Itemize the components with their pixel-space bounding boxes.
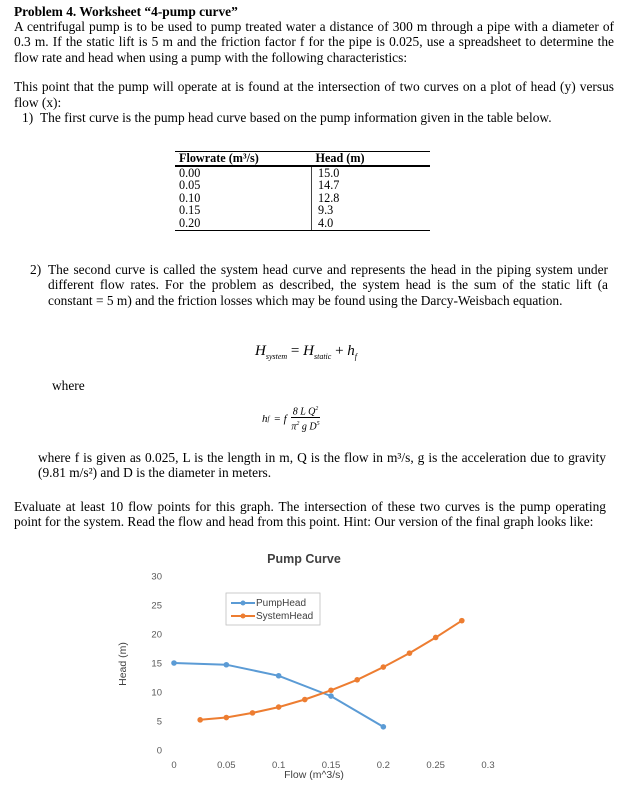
eq-operator: + [331, 343, 348, 359]
table-header-head: Head (m) [312, 152, 431, 166]
data-point-systemhead [328, 687, 334, 693]
table-cell: 12.8 [318, 190, 340, 205]
table-row [175, 192, 430, 205]
problem-intro: A centrifugal pump is to be used to pump treated water a distance of 300 m through a pipe with a diameter of 0.3 m. If the static lift is 5 m and the friction factor f for the pipe is 0.025, use a spreadsheet to determine the flow rate and head when using a pump with the following characteristics: [14, 19, 614, 65]
y-tick-label: 20 [151, 629, 162, 641]
table-cell: 0.20 [175, 217, 312, 230]
worksheet-page [14, 4, 614, 125]
data-point-pumphead [171, 660, 177, 666]
x-tick-label: 0.3 [481, 760, 495, 771]
eq-subscript: f [354, 352, 358, 361]
data-point-systemhead [354, 677, 360, 683]
table-row [175, 166, 430, 180]
y-tick-label: 10 [151, 687, 162, 699]
eq-superscript: 2 [315, 406, 319, 412]
problem-title: Problem 4. Worksheet “4-pump curve” [14, 4, 238, 19]
where-label: where [52, 378, 85, 393]
y-axis-ticks [151, 572, 162, 757]
y-axis-label: Head (m) [117, 642, 129, 686]
eq-superscript: 2 [296, 421, 300, 428]
eq-text: π [291, 421, 297, 433]
y-tick-label: 5 [156, 716, 162, 728]
eq-superscript: 5 [316, 421, 320, 428]
data-point-systemhead [276, 704, 282, 710]
data-point-systemhead [224, 715, 230, 721]
series-line-systemhead [200, 621, 462, 720]
y-tick-label: 0 [156, 745, 162, 757]
y-tick-label: 15 [151, 658, 162, 670]
chart-title: Pump Curve [267, 552, 341, 566]
eq-text: 8 L Q [292, 406, 316, 418]
table-cell: 15.0 [318, 165, 340, 180]
x-axis-label: Flow (m^3/s) [284, 769, 344, 781]
data-point-pumphead [276, 673, 282, 679]
x-tick-label: 0 [171, 760, 177, 771]
legend-system-label: SystemHead [256, 611, 314, 622]
table-cell: 14.7 [318, 178, 340, 193]
eq-operator: = f [273, 412, 287, 425]
eq-symbol: H [303, 343, 314, 359]
x-tick-label: 0.1 [272, 760, 286, 771]
friction-loss-equation [262, 404, 320, 434]
y-tick-label: 30 [151, 571, 162, 583]
eq-symbol: h [262, 412, 268, 425]
eq-symbol: H [255, 343, 266, 359]
data-point-pumphead [328, 693, 334, 699]
table-cell: 4.0 [312, 217, 431, 230]
table-cell: 0.00 [175, 166, 312, 180]
list-text: The second curve is called the system head curve and represents the head in the piping system under different flow rates. For the problem as described, the system head is the sum of the static lift (a constant = 5 m) and the friction losses which may be found using the Darcy-Weisbach equation. [48, 262, 608, 308]
data-point-pumphead [381, 724, 387, 730]
data-point-pumphead [224, 662, 230, 668]
x-tick-label: 0.2 [376, 760, 390, 771]
data-point-systemhead [433, 635, 439, 641]
table-row [175, 217, 430, 230]
list-item-pump-curve [14, 110, 614, 125]
pump-data-table [175, 151, 430, 231]
eq-denominator [291, 418, 319, 433]
list-number: 2) [30, 262, 42, 277]
table-cell: 0.15 [175, 204, 312, 217]
x-tick-label: 0.25 [426, 760, 445, 771]
list-item-system-curve [22, 262, 614, 308]
legend-pump-label: PumpHead [256, 598, 307, 609]
eq-numerator [291, 404, 321, 418]
eq-symbol: h [347, 343, 355, 359]
eq-operator: = [287, 343, 304, 359]
eq-subscript: system [265, 352, 288, 361]
data-point-systemhead [381, 664, 387, 670]
operating-point-text: This point that the pump will operate at is found at the intersection of two curves on a plot of head (y) versus flow (x): [14, 79, 614, 110]
data-point-systemhead [407, 650, 413, 656]
chart-series [171, 618, 464, 730]
data-point-systemhead [459, 618, 465, 624]
list-text: The first curve is the pump head curve based on the pump information given in the table below. [40, 110, 552, 126]
list-number: 1) [22, 110, 34, 126]
table-cell: 0.10 [175, 192, 312, 205]
data-point-systemhead [250, 710, 256, 716]
legend-pump-marker [241, 601, 246, 606]
table-row [175, 204, 430, 217]
table-header-flowrate: Flowrate (m³/s) [175, 152, 312, 166]
data-point-systemhead [197, 717, 203, 723]
table-row [175, 179, 430, 192]
evaluate-text: Evaluate at least 10 flow points for this graph. The intersection of these two curves is the pump operating point for the system. Read the flow and head from this point. Hint: Our version of the final graph looks like: [14, 499, 606, 530]
chart-legend [226, 593, 320, 625]
eq-text: g D [299, 421, 317, 433]
x-tick-label: 0.05 [217, 760, 236, 771]
where-f-text: where f is given as 0.025, L is the length in m, Q is the flow in m³/s, g is the acceleration due to gravity (9.81 m/s²) and D is the diameter in meters. [38, 450, 606, 481]
table-cell: 0.05 [175, 179, 312, 192]
pump-curve-chart [114, 548, 504, 784]
y-tick-label: 25 [151, 600, 162, 612]
eq-subscript: static [313, 352, 332, 361]
data-point-systemhead [302, 697, 308, 703]
x-tick-label: 0.15 [321, 760, 341, 771]
eq-fraction [291, 404, 321, 434]
legend-system-marker [241, 614, 246, 619]
table-cell: 9.3 [318, 203, 334, 218]
series-line-pumphead [174, 663, 383, 727]
system-head-equation [255, 343, 357, 361]
eq-subscript: f [267, 414, 270, 423]
